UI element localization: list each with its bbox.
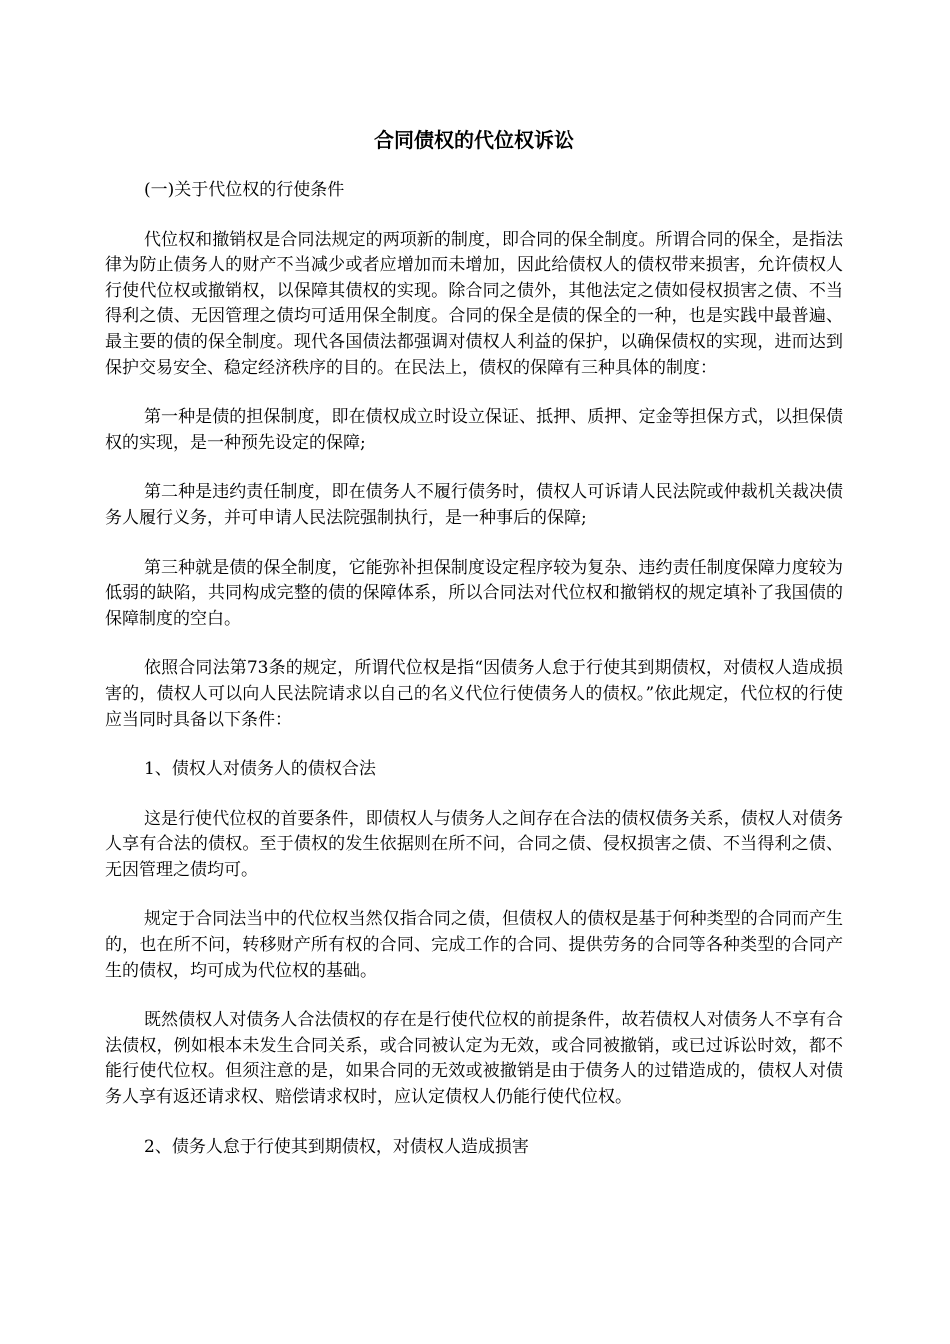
paragraph-contract-types: 规定于合同法当中的代位权当然仅指合同之债，但债权人的债权是基于何种类型的合同而产生的，也在所不问，转移财产所有权的合同、完成工作的合同、提供劳务的合同等各种类型的合同产生的债权，均可成为代位权的基础。	[105, 909, 843, 981]
subheading-condition-2: 2、债务人怠于行使其到期债权，对债权人造成损害	[144, 1136, 529, 1157]
document-title: 合同债权的代位权诉讼	[374, 128, 574, 152]
document-body	[105, 126, 843, 1184]
paragraph-article-73: 依照合同法第73条的规定，所谓代位权是指“因债务人怠于行使其到期债权，对债权人造成损害的，债权人可以向人民法院请求以自己的名义代位行使债务人的债权。”依此规定，代位权的行使应当同时具备以下条件：	[105, 658, 843, 730]
paragraph-third-system: 第三种就是债的保全制度，它能弥补担保制度设定程序较为复杂、违约责任制度保障力度较为低弱的缺陷，共同构成完整的债的保障体系，所以合同法对代位权和撤销权的规定填补了我国债的保障制度的空白。	[105, 557, 843, 629]
paragraph-second-system: 第二种是违约责任制度，即在债务人不履行债务时，债权人可诉请人民法院或仲裁机关裁决债务人履行义务，并可申请人民法院强制执行，是一种事后的保障;	[105, 482, 843, 528]
subheading-condition-1: 1、债权人对债务人的债权合法	[144, 759, 376, 780]
section-heading: (一)关于代位权的行使条件	[144, 180, 345, 200]
paragraph-invalid-claims: 既然债权人对债务人合法债权的存在是行使代位权的前提条件，故若债权人对债务人不享有合法债权，例如根本未发生合同关系，或合同被认定为无效，或合同被撤销，或已过诉讼时效，都不能行使代位权。但须注意的是，如果合同的无效或被撤销是由于债务人的过错造成的，债权人对债务人享有返还请求权、赔偿请求权时，应认定债权人仍能行使代位权。	[105, 1010, 843, 1108]
paragraph-first-system: 第一种是债的担保制度，即在债权成立时设立保证、抵押、质押、定金等担保方式，以担保债权的实现，是一种预先设定的保障;	[105, 407, 843, 453]
paragraph-condition-1-primary: 这是行使代位权的首要条件，即债权人与债务人之间存在合法的债权债务关系，债权人对债务人享有合法的债权。至于债权的发生依据则在所不问，合同之债、侵权损害之债、不当得利之债、无因管理之债均可。	[105, 808, 843, 880]
paragraph-intro: 代位权和撤销权是合同法规定的两项新的制度，即合同的保全制度。所谓合同的保全，是指法律为防止债务人的财产不当减少或者应增加而未增加，因此给债权人的债权带来损害，允许债权人行使代位权或撤销权，以保障其债权的实现。除合同之债外，其他法定之债如侵权损害之债、不当得利之债、无因管理之债均可适用保全制度。合同的保全是债的保全的一种，也是实践中最普遍、最主要的债的保全制度。现代各国债法都强调对债权人利益的保护，以确保债权的实现，进而达到保护交易安全、稳定经济秩序的目的。在民法上，债权的保障有三种具体的制度：	[105, 229, 843, 378]
